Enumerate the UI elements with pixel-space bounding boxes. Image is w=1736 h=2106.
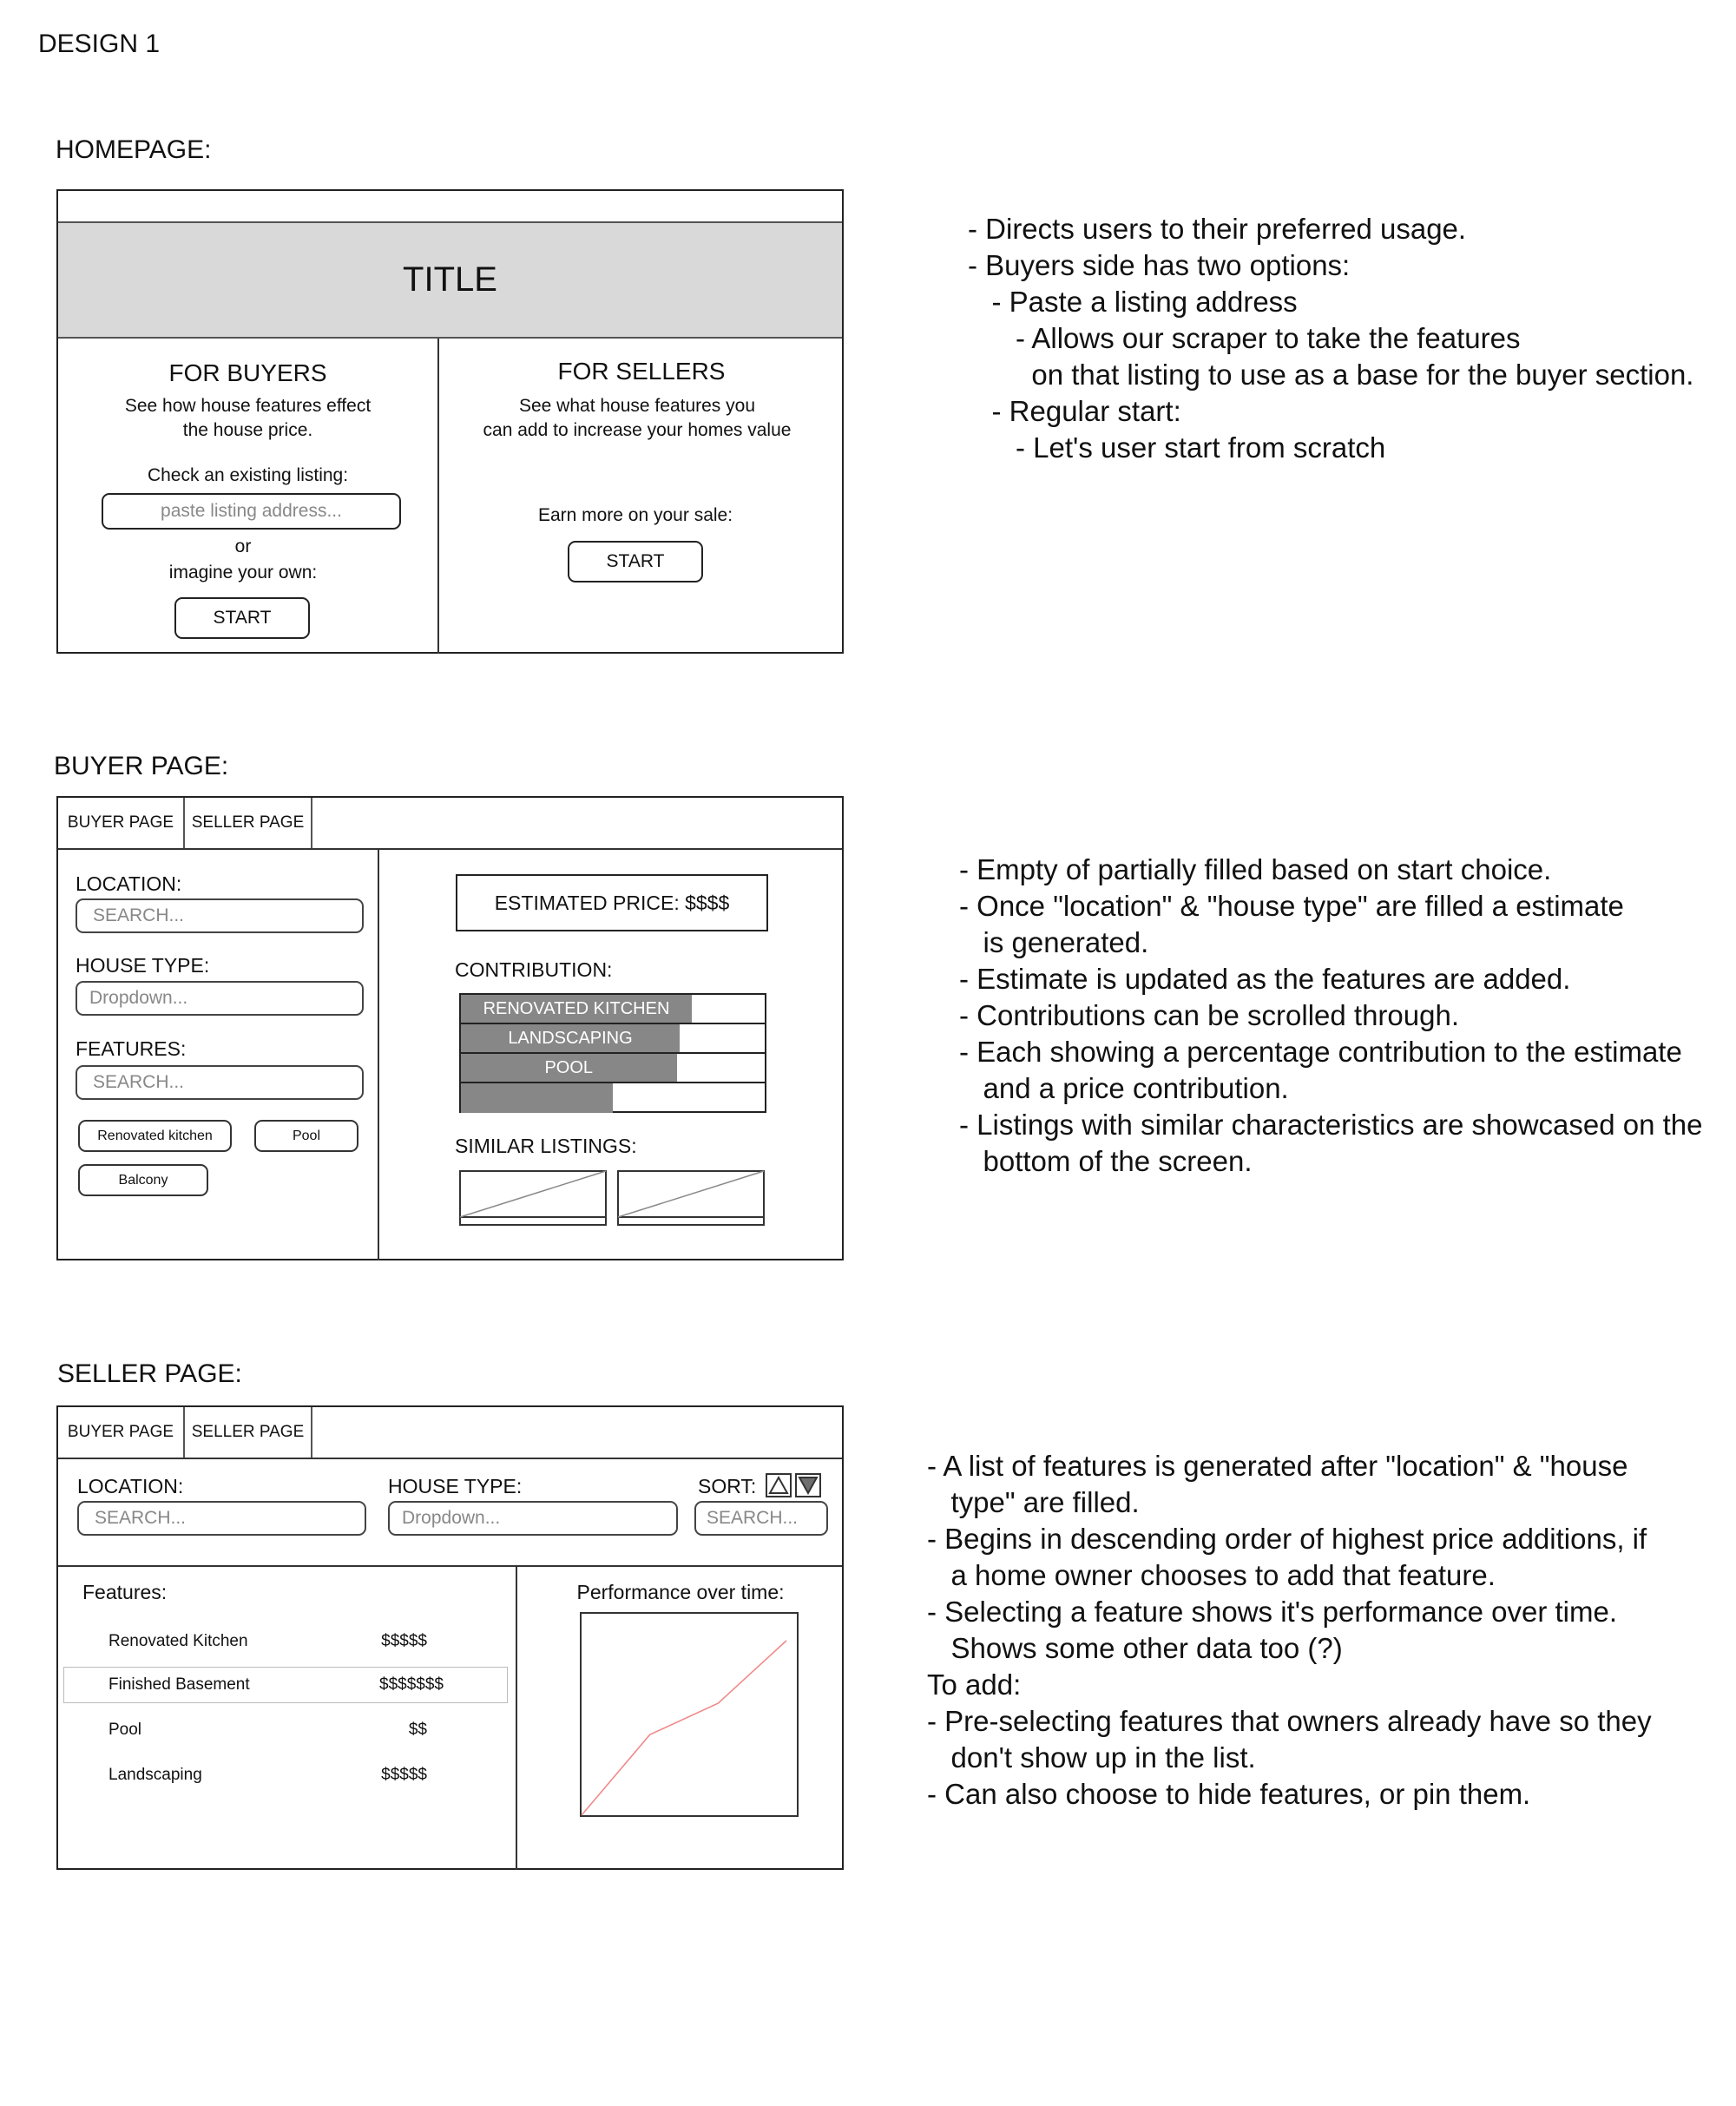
- sort-descending-button[interactable]: [795, 1473, 821, 1497]
- tab-seller-page[interactable]: SELLER PAGE: [185, 798, 312, 848]
- chip-pool[interactable]: Pool: [254, 1120, 358, 1152]
- seller-page-mockup: [56, 1405, 844, 1870]
- seller-note-line: a home owner chooses to add that feature.: [927, 1559, 1496, 1591]
- list-item[interactable]: [58, 1622, 510, 1661]
- seller-page-heading: SELLER PAGE:: [57, 1359, 242, 1388]
- earn-more-label: Earn more on your sale:: [537, 505, 733, 525]
- seller-note-line: - Selecting a feature shows it's performance over time.: [927, 1596, 1617, 1628]
- list-item[interactable]: [58, 1711, 510, 1749]
- sellers-start-button[interactable]: START: [568, 541, 703, 582]
- homepage-note-line: - Let's user start from scratch: [968, 431, 1386, 464]
- buyers-start-button[interactable]: START: [174, 597, 310, 639]
- seller-note-line: type" are filled.: [927, 1486, 1140, 1518]
- similar-listing-card[interactable]: [617, 1170, 765, 1226]
- buyer-note-line: and a price contribution.: [959, 1072, 1289, 1104]
- check-listing-label: Check an existing listing:: [147, 465, 349, 485]
- chip-balcony[interactable]: Balcony: [78, 1164, 208, 1196]
- contribution-bar-label: RENOVATED KITCHEN: [483, 998, 670, 1018]
- design-label: DESIGN 1: [38, 30, 161, 58]
- sort-search-input[interactable]: SEARCH...: [694, 1501, 828, 1536]
- seller-note-line: - Can also choose to hide features, or pin them.: [927, 1778, 1531, 1810]
- contribution-label: CONTRIBUTION:: [455, 958, 613, 981]
- feature-list: [58, 1622, 516, 1822]
- buyer-note-line: - Estimate is updated as the features are added.: [959, 963, 1571, 995]
- buyer-note-line: - Empty of partially filled based on start choice.: [959, 853, 1552, 885]
- contribution-row[interactable]: [461, 1024, 765, 1054]
- imagine-text: imagine your own:: [168, 563, 318, 582]
- homepage-notes: [968, 211, 1693, 466]
- homepage-note-line: - Paste a listing address: [968, 286, 1298, 318]
- similar-listings-label: SIMILAR LISTINGS:: [455, 1135, 637, 1157]
- estimated-price-box: ESTIMATED PRICE: $$$$: [456, 874, 768, 931]
- for-buyers-heading: FOR BUYERS: [168, 359, 327, 386]
- list-item-selected[interactable]: [63, 1667, 508, 1703]
- contribution-list[interactable]: [459, 993, 766, 1113]
- similar-listing-card[interactable]: [459, 1170, 607, 1226]
- chip-renovated-kitchen[interactable]: Renovated kitchen: [78, 1120, 232, 1152]
- buyer-note-line: - Listings with similar characteristics are showcased on the: [959, 1109, 1703, 1141]
- location-search-input[interactable]: SEARCH...: [77, 1501, 366, 1536]
- for-sellers-desc-line2: can add to increase your homes value: [483, 420, 792, 440]
- homepage-title-banner: TITLE: [58, 221, 842, 339]
- contribution-row[interactable]: [461, 1083, 765, 1113]
- seller-note-line: - Begins in descending order of highest price additions, if: [927, 1523, 1647, 1555]
- feature-price: $$$$$$$: [379, 1675, 444, 1694]
- homepage-note-line: - Allows our scraper to take the features: [968, 322, 1521, 354]
- seller-column-divider: [516, 1567, 517, 1870]
- buyer-page-mockup: [56, 796, 844, 1260]
- buyer-note-line: - Each showing a percentage contribution to the estimate: [959, 1036, 1682, 1068]
- location-search-input[interactable]: SEARCH...: [76, 898, 364, 933]
- location-label: LOCATION:: [76, 872, 182, 895]
- homepage-note-line: - Directs users to their preferred usage.: [968, 213, 1467, 245]
- triangle-up-icon: [766, 1473, 792, 1497]
- performance-label: Performance over time:: [576, 1581, 785, 1603]
- seller-note-line: Shows some other data too (?): [927, 1632, 1343, 1664]
- contribution-row[interactable]: [461, 995, 765, 1024]
- homepage-mockup: [56, 189, 844, 654]
- contribution-row[interactable]: [461, 1054, 765, 1083]
- buyer-page-notes: [959, 852, 1703, 1180]
- feature-name: Pool: [108, 1721, 142, 1739]
- features-label: Features:: [82, 1581, 168, 1603]
- for-buyers-desc-line2: the house price.: [182, 420, 313, 440]
- features-search-input[interactable]: SEARCH...: [76, 1065, 364, 1100]
- house-type-label: HOUSE TYPE:: [76, 954, 210, 977]
- list-item[interactable]: [58, 1756, 510, 1794]
- house-type-label: HOUSE TYPE:: [388, 1475, 523, 1497]
- feature-price: $$$$$: [381, 1766, 427, 1784]
- seller-note-line: - A list of features is generated after "location" & "house: [927, 1450, 1628, 1482]
- buyer-note-line: - Once "location" & "house type" are filled a estimate: [959, 890, 1624, 922]
- tab-buyer-page[interactable]: BUYER PAGE: [58, 1407, 185, 1458]
- feature-name: Finished Basement: [108, 1675, 250, 1694]
- feature-price: $$$$$: [381, 1632, 427, 1650]
- buyer-note-line: is generated.: [959, 926, 1149, 958]
- seller-filter-divider: [58, 1565, 842, 1567]
- buyer-note-line: bottom of the screen.: [959, 1145, 1253, 1177]
- tab-buyer-page[interactable]: BUYER PAGE: [58, 798, 185, 848]
- contribution-bar-label: POOL: [544, 1057, 594, 1077]
- triangle-down-icon: [795, 1473, 821, 1497]
- sort-ascending-button[interactable]: [766, 1473, 792, 1497]
- features-label: FEATURES:: [76, 1037, 187, 1060]
- house-type-dropdown[interactable]: Dropdown...: [76, 981, 364, 1016]
- buyer-tab-bar: [58, 798, 842, 850]
- for-sellers-desc-line1: See what house features you: [518, 396, 755, 416]
- homepage-note-line: on that listing to use as a base for the buyer section.: [968, 359, 1694, 391]
- buyer-page-heading: BUYER PAGE:: [54, 752, 229, 780]
- for-buyers-desc-line1: See how house features effect: [124, 396, 372, 416]
- seller-note-line: To add:: [927, 1668, 1022, 1701]
- seller-page-notes: [927, 1448, 1652, 1813]
- buyer-note-line: - Contributions can be scrolled through.: [959, 999, 1459, 1031]
- for-sellers-heading: FOR SELLERS: [557, 358, 726, 385]
- sort-label: SORT:: [698, 1475, 757, 1497]
- chart-frame: [581, 1613, 798, 1816]
- homepage-note-line: - Regular start:: [968, 395, 1181, 427]
- performance-chart[interactable]: [580, 1612, 799, 1817]
- homepage-heading: HOMEPAGE:: [56, 135, 212, 164]
- contribution-bar-label: [461, 1083, 613, 1113]
- homepage-divider: [437, 339, 439, 654]
- contribution-bar-label: LANDSCAPING: [508, 1028, 633, 1048]
- house-type-dropdown[interactable]: Dropdown...: [388, 1501, 678, 1536]
- feature-name: Renovated Kitchen: [108, 1632, 248, 1650]
- tab-seller-page[interactable]: SELLER PAGE: [185, 1407, 312, 1458]
- location-label: LOCATION:: [77, 1475, 184, 1497]
- feature-name: Landscaping: [108, 1766, 202, 1784]
- seller-tab-bar: [58, 1407, 842, 1459]
- seller-note-line: don't show up in the list.: [927, 1741, 1256, 1774]
- seller-note-line: - Pre-selecting features that owners already have so they: [927, 1705, 1652, 1737]
- image-placeholder-icon: [459, 1170, 607, 1226]
- homepage-note-line: - Buyers side has two options:: [968, 249, 1351, 281]
- buyer-divider: [378, 850, 379, 1260]
- image-placeholder-icon: [617, 1170, 765, 1226]
- or-text: or: [234, 536, 252, 556]
- feature-price: $$: [408, 1721, 427, 1739]
- paste-address-input[interactable]: paste listing address...: [102, 493, 401, 530]
